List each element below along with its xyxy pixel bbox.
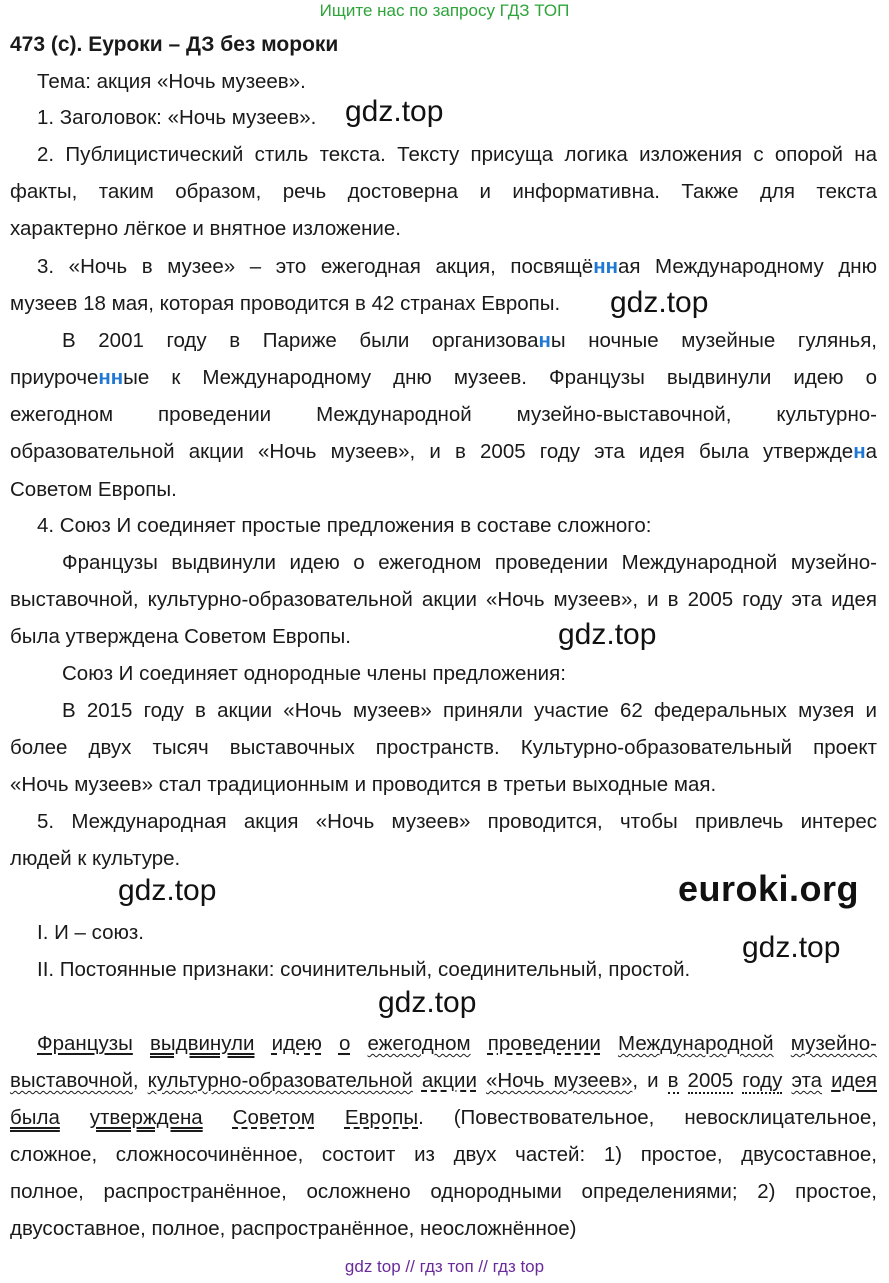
- text-span: а: [865, 440, 877, 463]
- parsed-description-line: двусоставное, полное, распространённое, неосложнённое): [10, 1217, 577, 1240]
- euroki-logo: euroki.org: [678, 868, 860, 909]
- para-event-line: [37, 255, 877, 279]
- para-example-line: В 2015 году в акции «Ночь музеев» приняли участие 62 федеральных музея и: [62, 699, 877, 722]
- subject-word: Французы: [37, 1032, 133, 1055]
- parsed-sentence-line: выставочной, культурно-образовательной акции «Ночь музеев», и в 2005 году эта идея: [10, 1069, 877, 1092]
- para-history-line: [62, 329, 877, 353]
- text-span: приуроче: [10, 366, 99, 389]
- analysis-line: II. Постоянные признаки: сочинительный, соединительный, простой.: [37, 958, 691, 981]
- para-example-line: была утверждена Советом Европы.: [10, 625, 351, 648]
- attribute-word: эта: [791, 1069, 823, 1092]
- text-span: образовательной акции «Ночь музеев», и в 2005 году эта идея была утвержде: [10, 440, 854, 463]
- parsed-sentence-line: [10, 1106, 877, 1130]
- parsed-sentence-line: [37, 1032, 877, 1056]
- parsed-description-line: сложное, сложносочинённое, состоит из двух частей: 1) простое, двусоставное,: [10, 1143, 877, 1166]
- predicate-word: была: [10, 1106, 60, 1129]
- para-union-heading: 4. Союз И соединяет простые предложения в составе сложного:: [37, 514, 652, 537]
- footer-watermark: gdz top // гдз топ // гдз top: [344, 1257, 545, 1276]
- object-word: проведении: [487, 1032, 601, 1055]
- para-example-line: Французы выдвинули идею о ежегодном проведении Международной музейно-: [62, 551, 877, 574]
- parsed-description-line: полное, распространённое, осложнено однородными определениями; 2) простое,: [10, 1180, 877, 1203]
- object-word: Советом: [232, 1106, 315, 1129]
- highlight-letters: н: [538, 329, 551, 352]
- para-style-line: факты, таким образом, речь достоверна и информативна. Также для текста: [10, 180, 877, 203]
- watermark: gdz.top: [742, 931, 841, 964]
- para-style-line: 2. Публицистический стиль текста. Тексту присуща логика изложения с опорой на: [37, 143, 877, 166]
- highlight-letters: нн: [593, 255, 618, 278]
- adverbial-word: году: [742, 1069, 783, 1092]
- watermark: gdz.top: [610, 286, 709, 319]
- object-word: акции: [421, 1069, 477, 1092]
- para-history-line: [10, 366, 877, 390]
- para-heading: 1. Заголовок: «Ночь музеев».: [37, 106, 317, 129]
- text-span: ы ночные музейные гулянья,: [550, 329, 878, 352]
- para-style-line: характерно лёгкое и внятное изложение.: [10, 217, 401, 240]
- top-banner: Ищите нас по запросу ГДЗ ТОП: [319, 1, 570, 20]
- adverbial-word: в: [667, 1069, 679, 1092]
- para-history-line: [10, 440, 877, 464]
- conjunction: , и: [632, 1069, 659, 1092]
- attribute-word: Международной: [618, 1032, 774, 1055]
- watermark: gdz.top: [118, 874, 217, 907]
- para-example-line: выставочной, культурно-образовательной акции «Ночь музеев», и в 2005 году эта идея: [10, 588, 877, 611]
- para-union-heading: Союз И соединяет однородные члены предложения:: [62, 662, 566, 685]
- attribute-word: «Ночь музеев»: [485, 1069, 633, 1092]
- predicate-word: выдвинули: [150, 1032, 255, 1055]
- adverbial-word: 2005: [687, 1069, 734, 1092]
- para-history-line: ежегодном проведении Международной музейно-выставочной, культурно-: [10, 403, 877, 426]
- watermark: gdz.top: [558, 618, 657, 651]
- para-example-line: «Ночь музеев» стал традиционным и проводится в третьи выходные мая.: [10, 773, 717, 796]
- topic-line: Тема: акция «Ночь музеев».: [37, 70, 306, 93]
- attribute-word: музейно-: [790, 1032, 877, 1055]
- text-span: 3. «Ночь в музее» – это ежегодная акция, посвящё: [37, 255, 594, 278]
- text-span: В 2001 году в Париже были организова: [62, 329, 539, 352]
- para-history-line: Советом Европы.: [10, 478, 177, 501]
- highlight-letters: н: [853, 440, 866, 463]
- para-example-line: более двух тысяч выставочных пространств. Культурно-образовательный проект: [10, 736, 877, 759]
- attribute-word: выставочной: [10, 1069, 133, 1092]
- text-span: . (Повествовательное, невосклицательное,: [418, 1106, 877, 1129]
- para-purpose-line: 5. Международная акция «Ночь музеев» проводится, чтобы привлечь интерес: [37, 810, 877, 833]
- analysis-line: I. И – союз.: [37, 921, 144, 944]
- object-word: о: [338, 1032, 351, 1055]
- watermark: gdz.top: [378, 986, 477, 1019]
- attribute-word: ежегодном: [367, 1032, 471, 1055]
- text-span: ые к Международному дню музеев. Французы выдвинули идею о: [123, 366, 877, 389]
- object-word: идею: [271, 1032, 322, 1055]
- page-title: 473 (с). Еуроки – ДЗ без мороки: [10, 33, 339, 56]
- text-span: ая Международному дню: [617, 255, 877, 278]
- para-purpose-line: людей к культуре.: [10, 847, 181, 870]
- watermark: gdz.top: [345, 95, 444, 128]
- predicate-word: утверждена: [89, 1106, 203, 1129]
- highlight-letters: нн: [98, 366, 124, 389]
- para-event-line: музеев 18 мая, которая проводится в 42 странах Европы.: [10, 292, 561, 315]
- attribute-word: культурно-образовательной: [147, 1069, 413, 1092]
- subject-word: идея: [831, 1069, 877, 1092]
- object-word: Европы: [344, 1106, 419, 1129]
